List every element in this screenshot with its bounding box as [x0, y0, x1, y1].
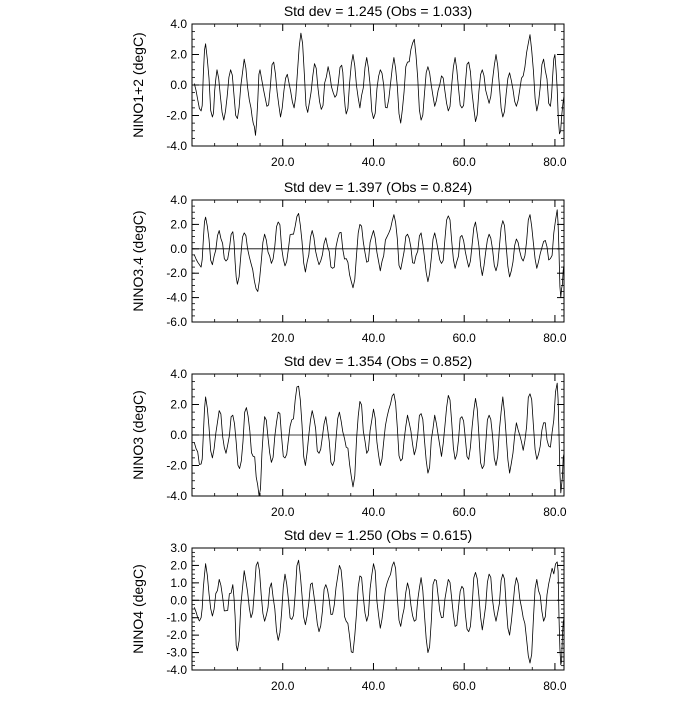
y-axis-label: NINO1+2 (degC): [130, 32, 146, 138]
series-line: [194, 560, 564, 665]
y-tick-label: 1.0: [170, 575, 187, 590]
y-tick-label: 2.0: [170, 558, 187, 573]
plot-frame: [192, 200, 564, 322]
y-tick-label: 2.0: [170, 397, 187, 412]
x-tick-label: 20.0: [271, 505, 295, 519]
series-line: [194, 383, 564, 496]
y-tick-label: -2.0: [166, 628, 187, 643]
panel-1: [130, 3, 567, 169]
panel-title: Std dev = 1.354 (Obs = 0.852): [283, 353, 473, 369]
y-tick-label: 0.0: [170, 241, 187, 256]
y-tick-label: 0.0: [170, 593, 187, 608]
y-axis-label: NINO3 (degC): [130, 390, 146, 480]
x-tick-label: 80.0: [543, 505, 567, 519]
y-tick-label: -2.0: [166, 266, 187, 281]
panel-title: Std dev = 1.250 (Obs = 0.615): [283, 527, 473, 543]
y-tick-label: -3.0: [166, 645, 187, 660]
x-tick-label: 20.0: [271, 679, 295, 693]
y-tick-label: -2.0: [166, 108, 187, 123]
panel-title: Std dev = 1.397 (Obs = 0.824): [283, 179, 473, 195]
x-tick-label: 80.0: [543, 679, 567, 693]
y-tick-label: -2.0: [166, 458, 187, 473]
panel-2: [130, 179, 567, 345]
x-tick-label: 60.0: [452, 331, 476, 345]
series-line: [194, 210, 564, 298]
x-tick-label: 40.0: [361, 505, 386, 519]
y-tick-label: 4.0: [170, 367, 187, 381]
y-tick-label: 0.0: [170, 78, 187, 92]
y-axis-label: NINO3.4 (degC): [130, 210, 146, 312]
panel-title: Std dev = 1.245 (Obs = 1.033): [283, 3, 473, 19]
y-tick-label: -4.0: [166, 290, 187, 305]
y-tick-label: 4.0: [170, 17, 187, 31]
y-tick-label: 2.0: [170, 47, 187, 62]
x-tick-label: 40.0: [361, 679, 386, 693]
series-line: [194, 33, 564, 135]
x-tick-label: 60.0: [452, 505, 476, 519]
y-tick-label: 2.0: [170, 217, 187, 232]
y-tick-label: -4.0: [166, 139, 187, 153]
y-tick-label: -4.0: [166, 663, 187, 677]
y-tick-label: -6.0: [166, 315, 187, 329]
x-tick-label: 80.0: [543, 331, 567, 345]
y-tick-label: 0.0: [170, 428, 187, 442]
y-tick-label: -4.0: [166, 489, 187, 503]
x-tick-label: 20.0: [271, 331, 295, 345]
x-tick-label: 60.0: [452, 155, 476, 169]
y-tick-label: -1.0: [166, 610, 187, 625]
x-tick-label: 60.0: [452, 679, 476, 693]
x-tick-label: 40.0: [361, 331, 386, 345]
y-axis-label: NINO4 (degC): [130, 564, 146, 654]
panel-3: [130, 353, 567, 519]
x-tick-label: 40.0: [361, 155, 386, 169]
y-tick-label: 3.0: [170, 541, 187, 555]
x-tick-label: 80.0: [543, 155, 567, 169]
y-tick-label: 4.0: [170, 193, 187, 207]
x-tick-label: 20.0: [271, 155, 295, 169]
panel-4: [130, 527, 567, 693]
